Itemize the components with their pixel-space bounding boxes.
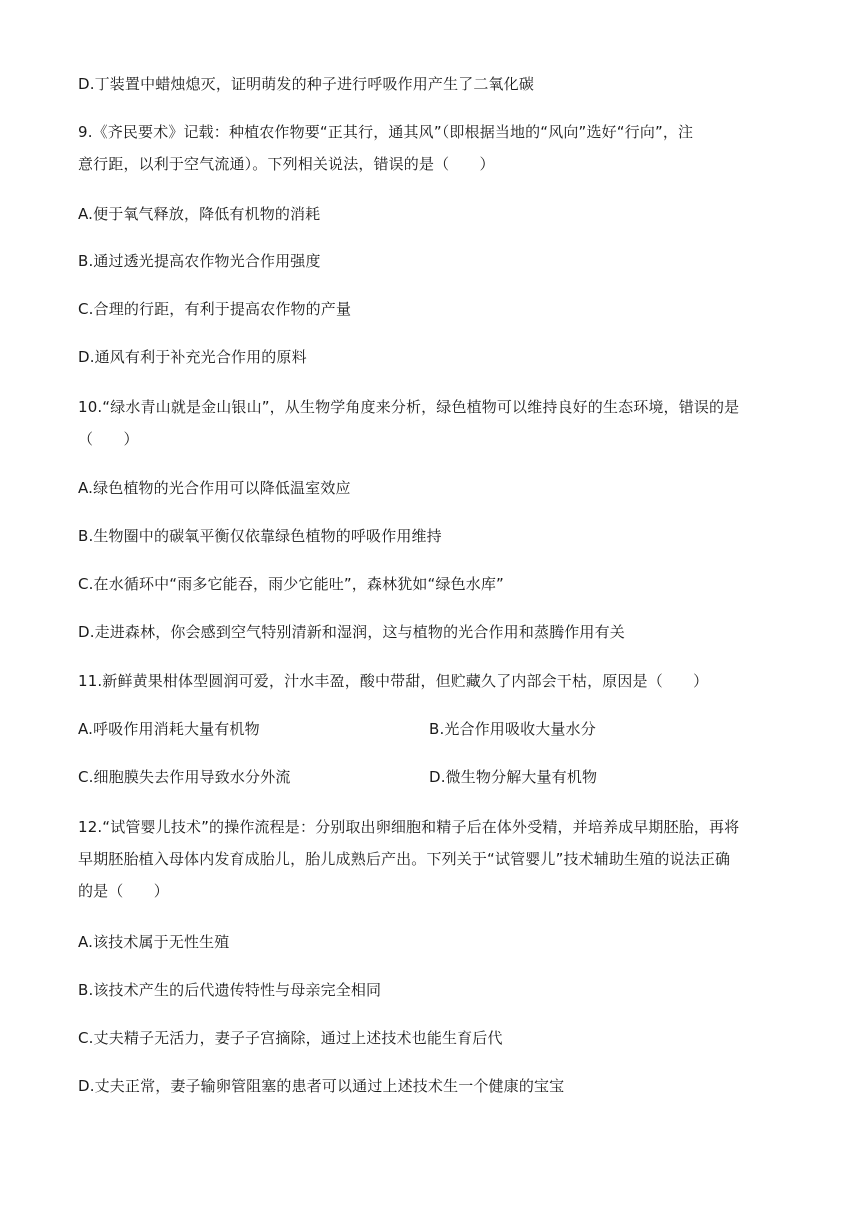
q12-option-a: A.该技术属于无性生殖 [78, 933, 230, 951]
q12-option-b: B.该技术产生的后代遗传特性与母亲完全相同 [78, 981, 382, 999]
q12-option-c: C.丈夫精子无活力，妻子子宫摘除，通过上述技术也能生育后代 [78, 1029, 503, 1047]
q8-option-d: D.丁装置中蜡烛熄灭，证明萌发的种子进行呼吸作用产生了二氧化碳 [78, 75, 534, 93]
q9-option-b: B.通过透光提高农作物光合作用强度 [78, 252, 321, 270]
q9-option-a: A.便于氧气释放，降低有机物的消耗 [78, 205, 321, 223]
q11-option-d: D.微生物分解大量有机物 [429, 768, 598, 786]
q10-stem-line2: （ ） [78, 430, 139, 448]
q12-option-d: D.丈夫正常，妻子输卵管阻塞的患者可以通过上述技术生一个健康的宝宝 [78, 1077, 565, 1095]
q11-option-b: B.光合作用吸收大量水分 [429, 720, 596, 738]
q11-stem-line1: 11.新鲜黄果柑体型圆润可爱，汁水丰盈，酸中带甜，但贮藏久了内部会干枯，原因是（ ） [78, 672, 709, 690]
q12-stem-line1: 12.“试管婴儿技术”的操作流程是：分别取出卵细胞和精子后在体外受精，并培养成早期胚胎，再将 [78, 818, 740, 836]
q10-option-c: C.在水循环中“雨多它能吞，雨少它能吐”，森林犹如“绿色水库” [78, 575, 504, 593]
q12-stem-line3: 的是（ ） [78, 882, 169, 900]
q12-stem-line2: 早期胚胎植入母体内发育成胎儿，胎儿成熟后产出。下列关于“试管婴儿”技术辅助生殖的说法正确 [78, 850, 731, 868]
q11-option-c: C.细胞膜失去作用导致水分外流 [78, 768, 291, 786]
q9-stem-line1: 9.《齐民要术》记载：种植农作物要“正其行，通其风”（即根据当地的“风向”选好“行向”，注 [78, 123, 694, 141]
q10-option-b: B.生物圈中的碳氧平衡仅依靠绿色植物的呼吸作用维持 [78, 527, 442, 545]
q10-option-d: D.走进森林，你会感到空气特别清新和湿润，这与植物的光合作用和蒸腾作用有关 [78, 623, 625, 641]
q10-option-a: A.绿色植物的光合作用可以降低温室效应 [78, 479, 351, 497]
q9-option-c: C.合理的行距，有利于提高农作物的产量 [78, 300, 352, 318]
q9-option-d: D.通风有利于补充光合作用的原料 [78, 348, 307, 366]
q9-stem-line2: 意行距，以利于空气流通）。下列相关说法，错误的是（ ） [78, 155, 495, 173]
q10-stem-line1: 10.“绿水青山就是金山银山”，从生物学角度来分析，绿色植物可以维持良好的生态环境，错误的是 [78, 398, 740, 416]
q11-option-a: A.呼吸作用消耗大量有机物 [78, 720, 260, 738]
